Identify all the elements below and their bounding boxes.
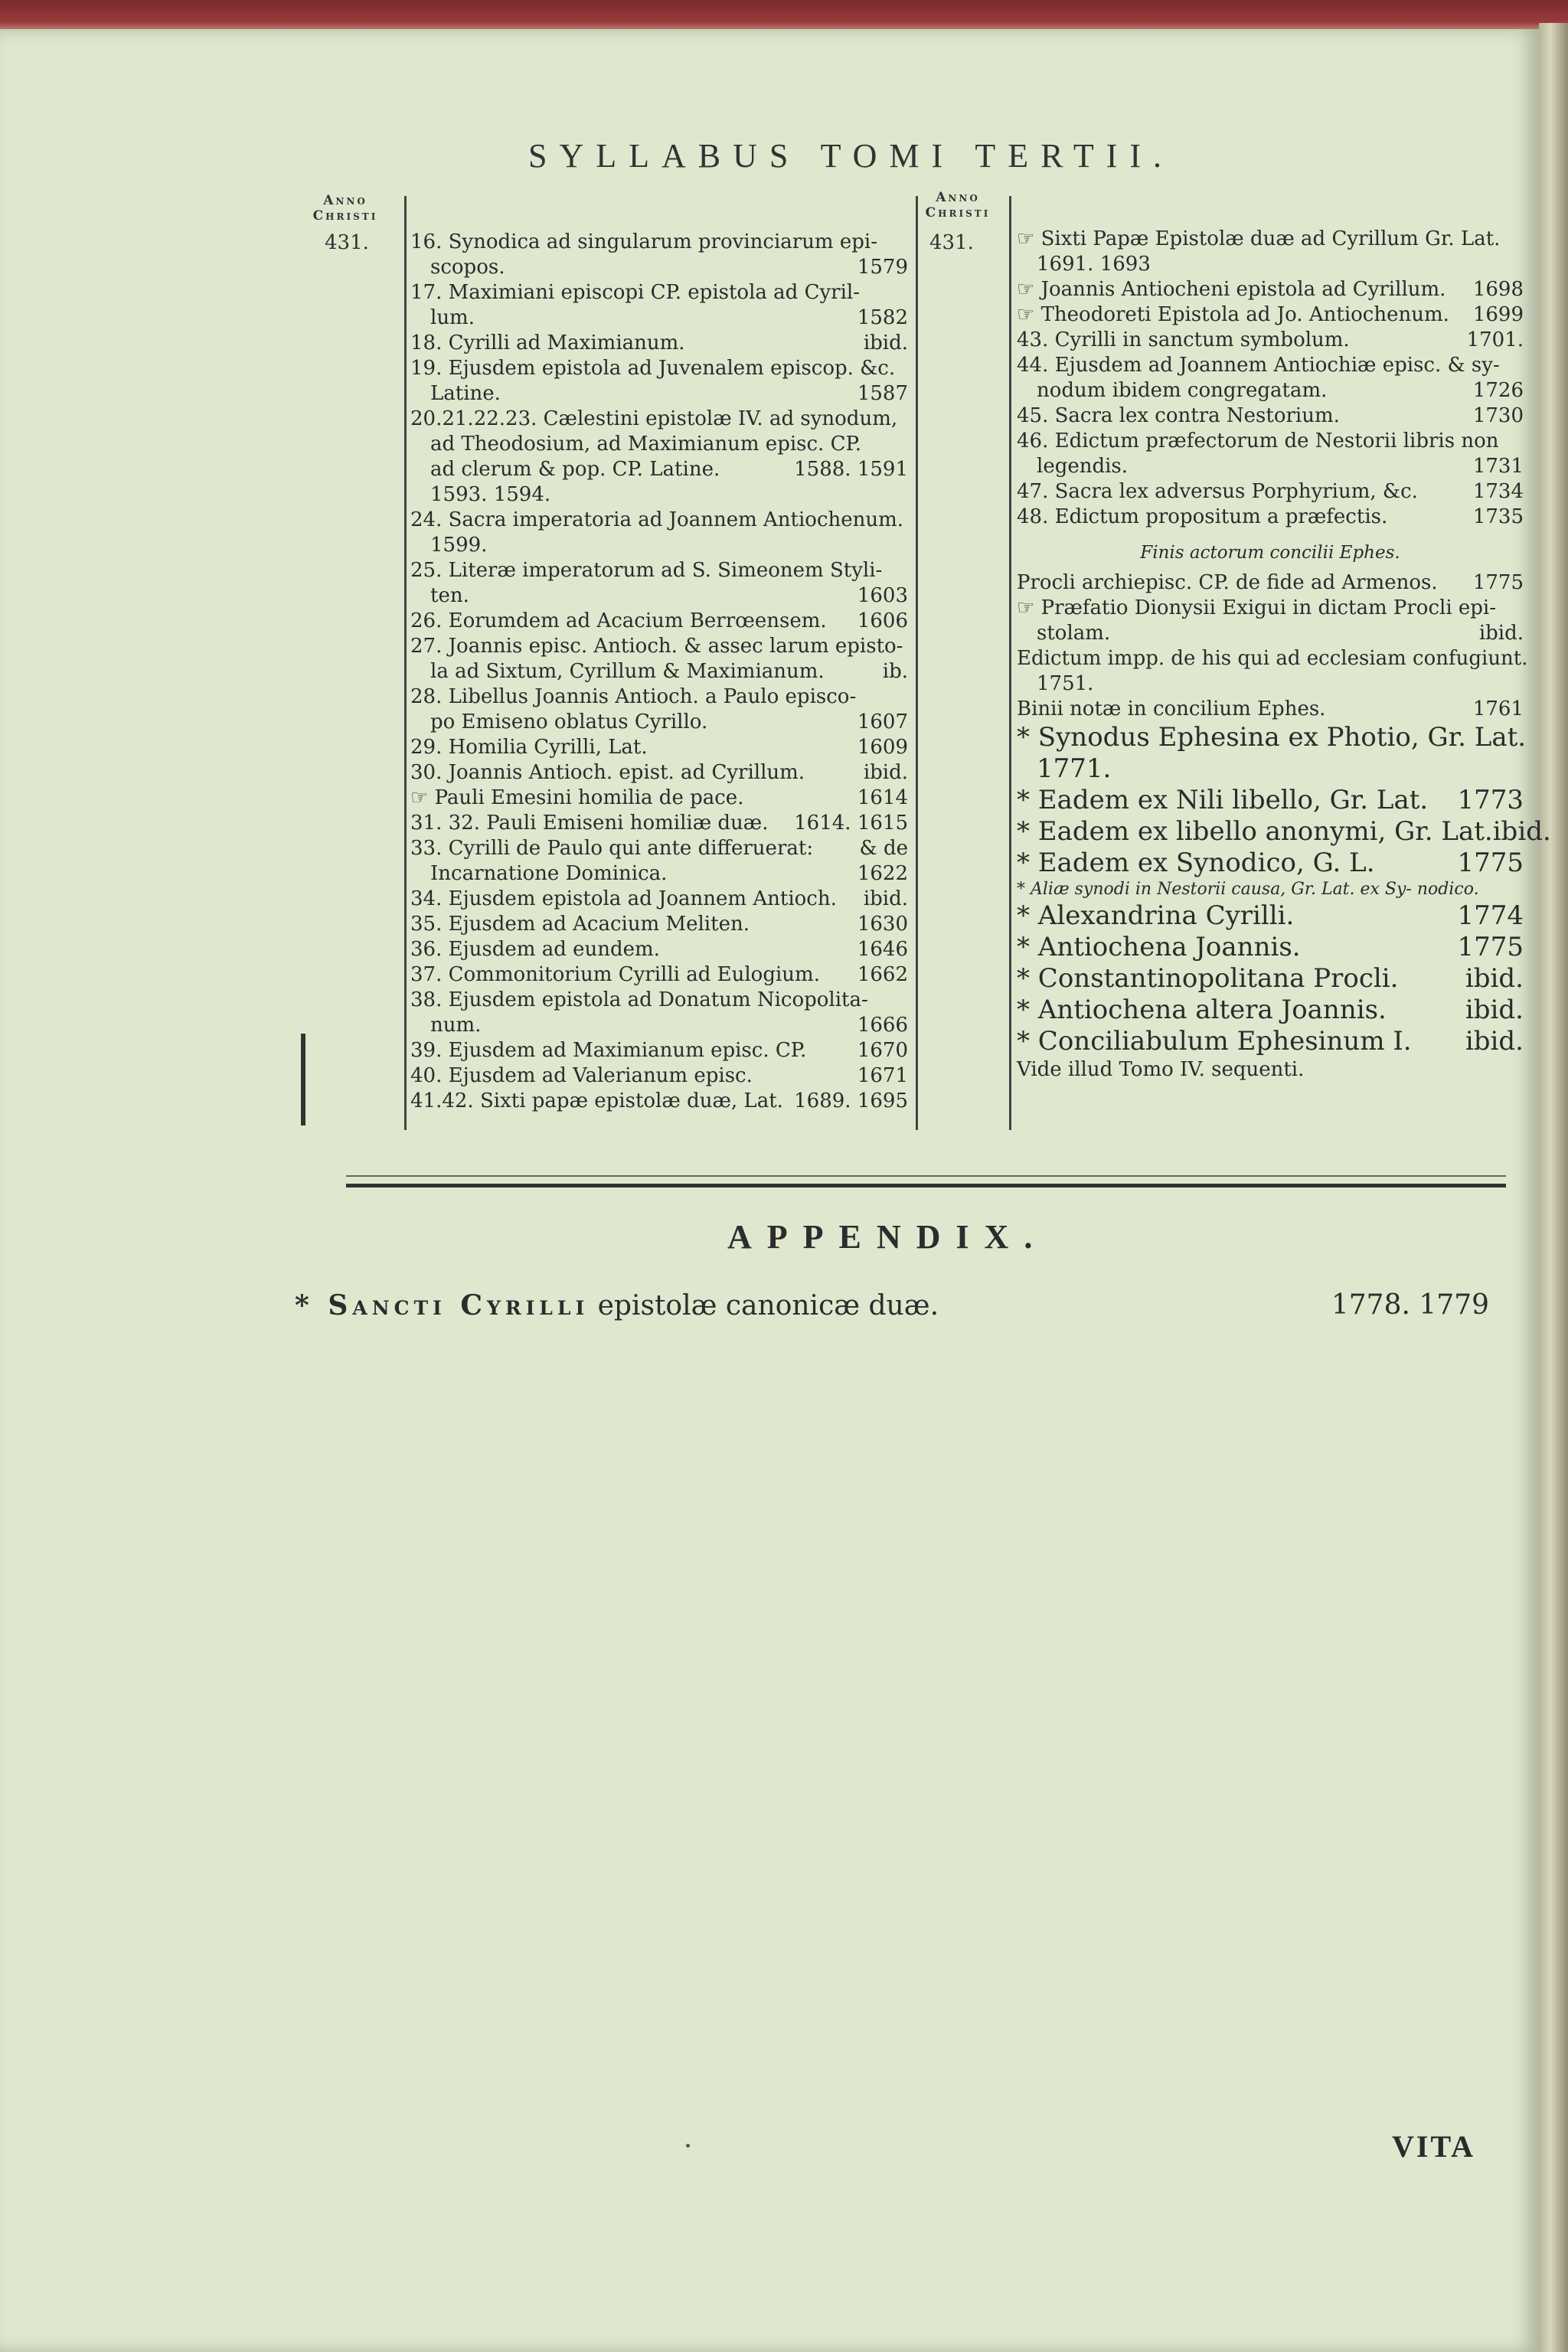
- entry-title: 31. 32. Pauli Emiseni homiliæ duæ.: [410, 812, 769, 835]
- syllabus-entry: [410, 508, 908, 533]
- syllabus-entry: [1017, 722, 1527, 753]
- entry-page: 1731: [1472, 455, 1524, 478]
- entry-title: 25. Literæ imperatorum ad S. Simeonem Styli-: [410, 559, 883, 582]
- appendix-heading: APPENDIX.: [727, 1218, 1048, 1256]
- entry-title: 26. Eorumdem ad Acacium Berrœensem.: [410, 609, 827, 632]
- entry-title: Incarnatione Dominica.: [430, 862, 668, 885]
- syllabus-entry: [1017, 1026, 1524, 1057]
- entry-title: 45. Sacra lex contra Nestorium.: [1017, 404, 1340, 427]
- syllabus-entry: [1017, 995, 1524, 1026]
- entry-page: 1622: [857, 862, 908, 885]
- syllabus-entry: [1017, 596, 1524, 621]
- entry-title: po Emiseno oblatus Cyrillo.: [430, 710, 708, 733]
- syllabus-entry: [410, 255, 908, 280]
- running-title: SYLLABUS TOMI TERTII.: [528, 137, 1174, 175]
- syllabus-entry: [410, 609, 908, 634]
- entry-title: ad clerum & pop. CP. Latine.: [430, 458, 720, 481]
- left-column-rule: [404, 196, 407, 1130]
- entry-page: ib.: [882, 660, 908, 683]
- syllabus-entry: [410, 937, 908, 962]
- anno-header-left: [311, 193, 380, 224]
- syllabus-entry: [410, 836, 908, 861]
- finis-heading: Finis actorum concilii Ephes.: [1140, 543, 1400, 563]
- vide-note: Vide illud Tomo IV. sequenti.: [1017, 1058, 1305, 1081]
- entry-page: 1735: [1472, 505, 1524, 528]
- entry-title: 39. Ejusdem ad Maximianum episc. CP.: [410, 1039, 807, 1062]
- entry-title: * Constantinopolitana Procli.: [1017, 963, 1399, 994]
- syllabus-entry: [410, 230, 908, 255]
- anno-label: Anno: [936, 190, 980, 205]
- syllabus-entry: [410, 331, 908, 356]
- appendix-entry-page: 1778. 1779: [1331, 1289, 1489, 1321]
- entry-page: 1775: [1457, 932, 1524, 962]
- entry-title: 43. Cyrilli in sanctum symbolum.: [1017, 328, 1350, 351]
- syllabus-entry: [410, 280, 908, 305]
- entry-page: 1614: [857, 786, 908, 809]
- entry-page: 1689. 1695: [794, 1089, 908, 1112]
- catchword: VITA: [1392, 2129, 1476, 2164]
- entry-title: legendis.: [1037, 455, 1129, 478]
- syllabus-entry: [410, 861, 908, 887]
- entry-page: 1734: [1472, 480, 1524, 503]
- entry-title: lum.: [430, 306, 475, 329]
- entry-title: 19. Ejusdem epistola ad Juvenalem episcop. &c.: [410, 357, 896, 380]
- syllabus-entry: [410, 659, 908, 684]
- entry-title: 28. Libellus Joannis Antioch. a Paulo episco-: [410, 685, 857, 708]
- entry-title: 40. Ejusdem ad Valerianum episc.: [410, 1064, 753, 1087]
- entry-page: ibid.: [863, 761, 908, 784]
- appendix-entry-prefix: * Sancti Cyrilli: [295, 1289, 590, 1321]
- syllabus-entry: [1017, 785, 1524, 816]
- entry-title: stolam.: [1037, 622, 1111, 645]
- christi-label: Christi: [312, 208, 378, 224]
- entry-page: ibid.: [1492, 816, 1551, 847]
- entry-title: * Antiochena altera Joannis.: [1017, 995, 1387, 1025]
- syllabus-entry: [410, 558, 908, 583]
- aliae-synodi-heading: * Aliæ synodi in Nestorii causa, Gr. Lat. ex Sy- nodico.: [1017, 880, 1479, 899]
- syllabus-entry: [410, 407, 908, 432]
- entry-title: * Eadem ex libello anonymi, Gr. Lat.: [1017, 816, 1493, 847]
- entry-page: ibid.: [1465, 995, 1524, 1025]
- entry-page: 1666: [857, 1014, 908, 1037]
- entry-title: Edictum impp. de his qui ad ecclesiam confugiunt.: [1017, 647, 1528, 670]
- entry-page: 1698: [1472, 278, 1524, 301]
- anno-header-right: [923, 190, 992, 220]
- syllabus-entry: [1017, 429, 1524, 454]
- entry-title: ten.: [430, 584, 469, 607]
- entry-title: ☞ Pauli Emesini homilia de pace.: [410, 786, 744, 809]
- entry-page: 1701.: [1466, 328, 1524, 351]
- entry-page: 1609: [857, 736, 908, 759]
- syllabus-entry: [1017, 454, 1524, 479]
- syllabus-entry: [410, 887, 908, 912]
- appendix-entry: [295, 1289, 1489, 1321]
- syllabus-entry: [1017, 328, 1524, 353]
- entry-page: 1603: [857, 584, 908, 607]
- syllabus-entry: [410, 381, 908, 407]
- syllabus-entry: [410, 1089, 908, 1114]
- entry-title: ☞ Præfatio Dionysii Exigui in dictam Procli epi-: [1017, 596, 1497, 619]
- syllabus-entry: [410, 482, 908, 508]
- syllabus-entry: [410, 710, 908, 735]
- page-fore-edge: [1539, 23, 1568, 2352]
- entry-title: 30. Joannis Antioch. epist. ad Cyrillum.: [410, 761, 805, 784]
- entry-page: 1671: [857, 1064, 908, 1087]
- entry-title: * Eadem ex Synodico, G. L.: [1017, 848, 1375, 878]
- entry-title: * Synodus Ephesina ex Photio, Gr. Lat.: [1017, 722, 1527, 753]
- entry-page: ibid.: [1478, 622, 1524, 645]
- entry-page: 1579: [857, 256, 908, 279]
- entry-page: 1761: [1472, 697, 1524, 720]
- left-column-right-rule: [916, 196, 918, 1130]
- entry-title: 18. Cyrilli ad Maximianum.: [410, 332, 685, 354]
- entry-title: 20.21.22.23. Cælestini epistolæ IV. ad synodum,: [410, 407, 898, 430]
- entry-title: * Antiochena Joannis.: [1017, 932, 1301, 962]
- syllabus-entry: [1017, 753, 1524, 785]
- entry-title: 1593. 1594.: [430, 483, 551, 506]
- entry-page: 1607: [857, 710, 908, 733]
- page-speck: [686, 2144, 690, 2148]
- entry-page: 1588. 1591: [794, 458, 908, 481]
- entry-title: 37. Commonitorium Cyrilli ad Eulogium.: [410, 963, 820, 986]
- syllabus-entry: [410, 735, 908, 760]
- syllabus-entry: [1017, 505, 1524, 530]
- christi-label: Christi: [925, 205, 991, 220]
- syllabus-entry: [410, 634, 908, 659]
- entry-title: 1751.: [1037, 672, 1094, 695]
- entry-title: 41.42. Sixti papæ epistolæ duæ, Lat.: [410, 1089, 783, 1112]
- syllabus-entry: [1017, 403, 1524, 429]
- entry-title: * Conciliabulum Ephesinum I.: [1017, 1026, 1412, 1057]
- entry-title: 17. Maximiani episcopi CP. epistola ad Cyril-: [410, 281, 860, 304]
- entry-title: 46. Edictum præfectorum de Nestorii libris non: [1017, 430, 1499, 452]
- entry-page: 1646: [857, 938, 908, 961]
- syllabus-entry: [410, 356, 908, 381]
- left-column: [410, 230, 908, 1114]
- syllabus-entry: [1017, 302, 1524, 328]
- syllabus-entry: [410, 1013, 908, 1038]
- entry-page: 1774: [1457, 900, 1524, 931]
- entry-title: la ad Sixtum, Cyrillum & Maximianum.: [430, 660, 825, 683]
- entry-title: ad Theodosium, ad Maximianum episc. CP.: [430, 433, 861, 456]
- entry-title: 35. Ejusdem ad Acacium Meliten.: [410, 913, 750, 936]
- entry-title: 33. Cyrilli de Paulo qui ante differuerat:: [410, 837, 814, 860]
- margin-mark: [301, 1034, 305, 1125]
- entry-page: 1670: [857, 1039, 908, 1062]
- entry-title: 1771.: [1037, 753, 1112, 784]
- syllabus-entry: [1017, 932, 1524, 963]
- syllabus-entry: [410, 684, 908, 710]
- entry-page: ibid.: [863, 332, 908, 354]
- entry-page: 1614. 1615: [794, 812, 908, 835]
- syllabus-entry: [1017, 570, 1524, 596]
- syllabus-entry: [410, 786, 908, 811]
- syllabus-entry: [1017, 816, 1551, 848]
- entry-title: ☞ Joannis Antiocheni epistola ad Cyrillum.: [1017, 278, 1446, 301]
- syllabus-entry: [1017, 353, 1524, 378]
- year-left: 431.: [325, 231, 369, 254]
- entry-title: ☞ Theodoreti Epistola ad Jo. Antiochenum.: [1017, 303, 1449, 326]
- separator-rule: [346, 1184, 1506, 1187]
- entry-page: & de: [859, 837, 908, 860]
- entry-title: Latine.: [430, 382, 501, 405]
- entry-page: 1587: [857, 382, 908, 405]
- entry-page: 1730: [1472, 404, 1524, 427]
- syllabus-entry: [410, 432, 908, 457]
- syllabus-entry: [1017, 227, 1524, 252]
- syllabus-entry: [1017, 697, 1524, 722]
- separator-rule-thin: [346, 1175, 1506, 1177]
- syllabus-entry: [1017, 621, 1524, 646]
- entry-title: 16. Synodica ad singularum provinciarum epi-: [410, 230, 877, 253]
- anno-label: Anno: [323, 193, 368, 208]
- entry-page: 1726: [1472, 379, 1524, 402]
- entry-title: scopos.: [430, 256, 505, 279]
- syllabus-entry: [410, 912, 908, 937]
- entry-page: 1775: [1472, 571, 1524, 594]
- syllabus-entry: [410, 1063, 908, 1089]
- syllabus-entry: [1017, 252, 1524, 277]
- entry-title: 47. Sacra lex adversus Porphyrium, &c.: [1017, 480, 1418, 503]
- year-right: 431.: [929, 231, 974, 254]
- entry-page: 1775: [1457, 848, 1524, 878]
- syllabus-entry: [1017, 900, 1524, 932]
- syllabus-entry: [410, 1038, 908, 1063]
- entry-title: 1599.: [430, 534, 488, 557]
- entry-title: * Alexandrina Cyrilli.: [1017, 900, 1295, 931]
- entry-title: 34. Ejusdem epistola ad Joannem Antioch.: [410, 887, 837, 910]
- entry-title: 27. Joannis episc. Antioch. & assec larum episto-: [410, 635, 903, 658]
- syllabus-entry: [1017, 646, 1528, 671]
- entry-title: Procli archiepisc. CP. de fide ad Armenos.: [1017, 571, 1438, 594]
- entry-title: ☞ Sixti Papæ Epistolæ duæ ad Cyrillum Gr. Lat.: [1017, 227, 1501, 250]
- syllabus-entry: [1017, 848, 1524, 879]
- entry-title: 36. Ejusdem ad eundem.: [410, 938, 660, 961]
- syllabus-entry: [410, 457, 908, 482]
- syllabus-entry: [1017, 277, 1524, 302]
- syllabus-entry: [1017, 378, 1524, 403]
- syllabus-entry: [1017, 963, 1524, 995]
- syllabus-entry: [1017, 479, 1524, 505]
- appendix-entry-title: epistolæ canonicæ duæ.: [597, 1290, 939, 1321]
- entry-title: 48. Edictum propositum a præfectis.: [1017, 505, 1388, 528]
- syllabus-entry: [1017, 671, 1524, 697]
- entry-page: ibid.: [1465, 963, 1524, 994]
- entry-title: 29. Homilia Cyrilli, Lat.: [410, 736, 648, 759]
- syllabus-entry: [410, 760, 908, 786]
- syllabus-entry: [410, 811, 908, 836]
- entry-title: 44. Ejusdem ad Joannem Antiochiæ episc. & sy-: [1017, 354, 1500, 377]
- syllabus-entry: [410, 988, 908, 1013]
- syllabus-entry: [410, 533, 908, 558]
- right-column: [1017, 227, 1551, 1083]
- entry-page: ibid.: [863, 887, 908, 910]
- entry-title: 38. Ejusdem epistola ad Donatum Nicopolita-: [410, 988, 868, 1011]
- syllabus-entry: [410, 583, 908, 609]
- entry-page: 1606: [857, 609, 908, 632]
- right-column-rule: [1009, 196, 1011, 1130]
- entry-page: ibid.: [1465, 1026, 1524, 1057]
- entry-page: 1662: [857, 963, 908, 986]
- entry-title: 1691. 1693: [1037, 253, 1151, 276]
- syllabus-entry: [410, 962, 908, 988]
- entry-title: * Eadem ex Nili libello, Gr. Lat.: [1017, 785, 1429, 815]
- entry-title: num.: [430, 1014, 482, 1037]
- entry-page: 1773: [1457, 785, 1524, 815]
- entry-title: nodum ibidem congregatam.: [1037, 379, 1328, 402]
- syllabus-entry: [410, 305, 908, 331]
- entry-page: 1582: [857, 306, 908, 329]
- entry-page: 1699: [1472, 303, 1524, 326]
- entry-title: Binii notæ in concilium Ephes.: [1017, 697, 1326, 720]
- appendix-entry-text: [295, 1289, 939, 1321]
- entry-page: 1630: [857, 913, 908, 936]
- entry-title: 24. Sacra imperatoria ad Joannem Antiochenum.: [410, 508, 904, 531]
